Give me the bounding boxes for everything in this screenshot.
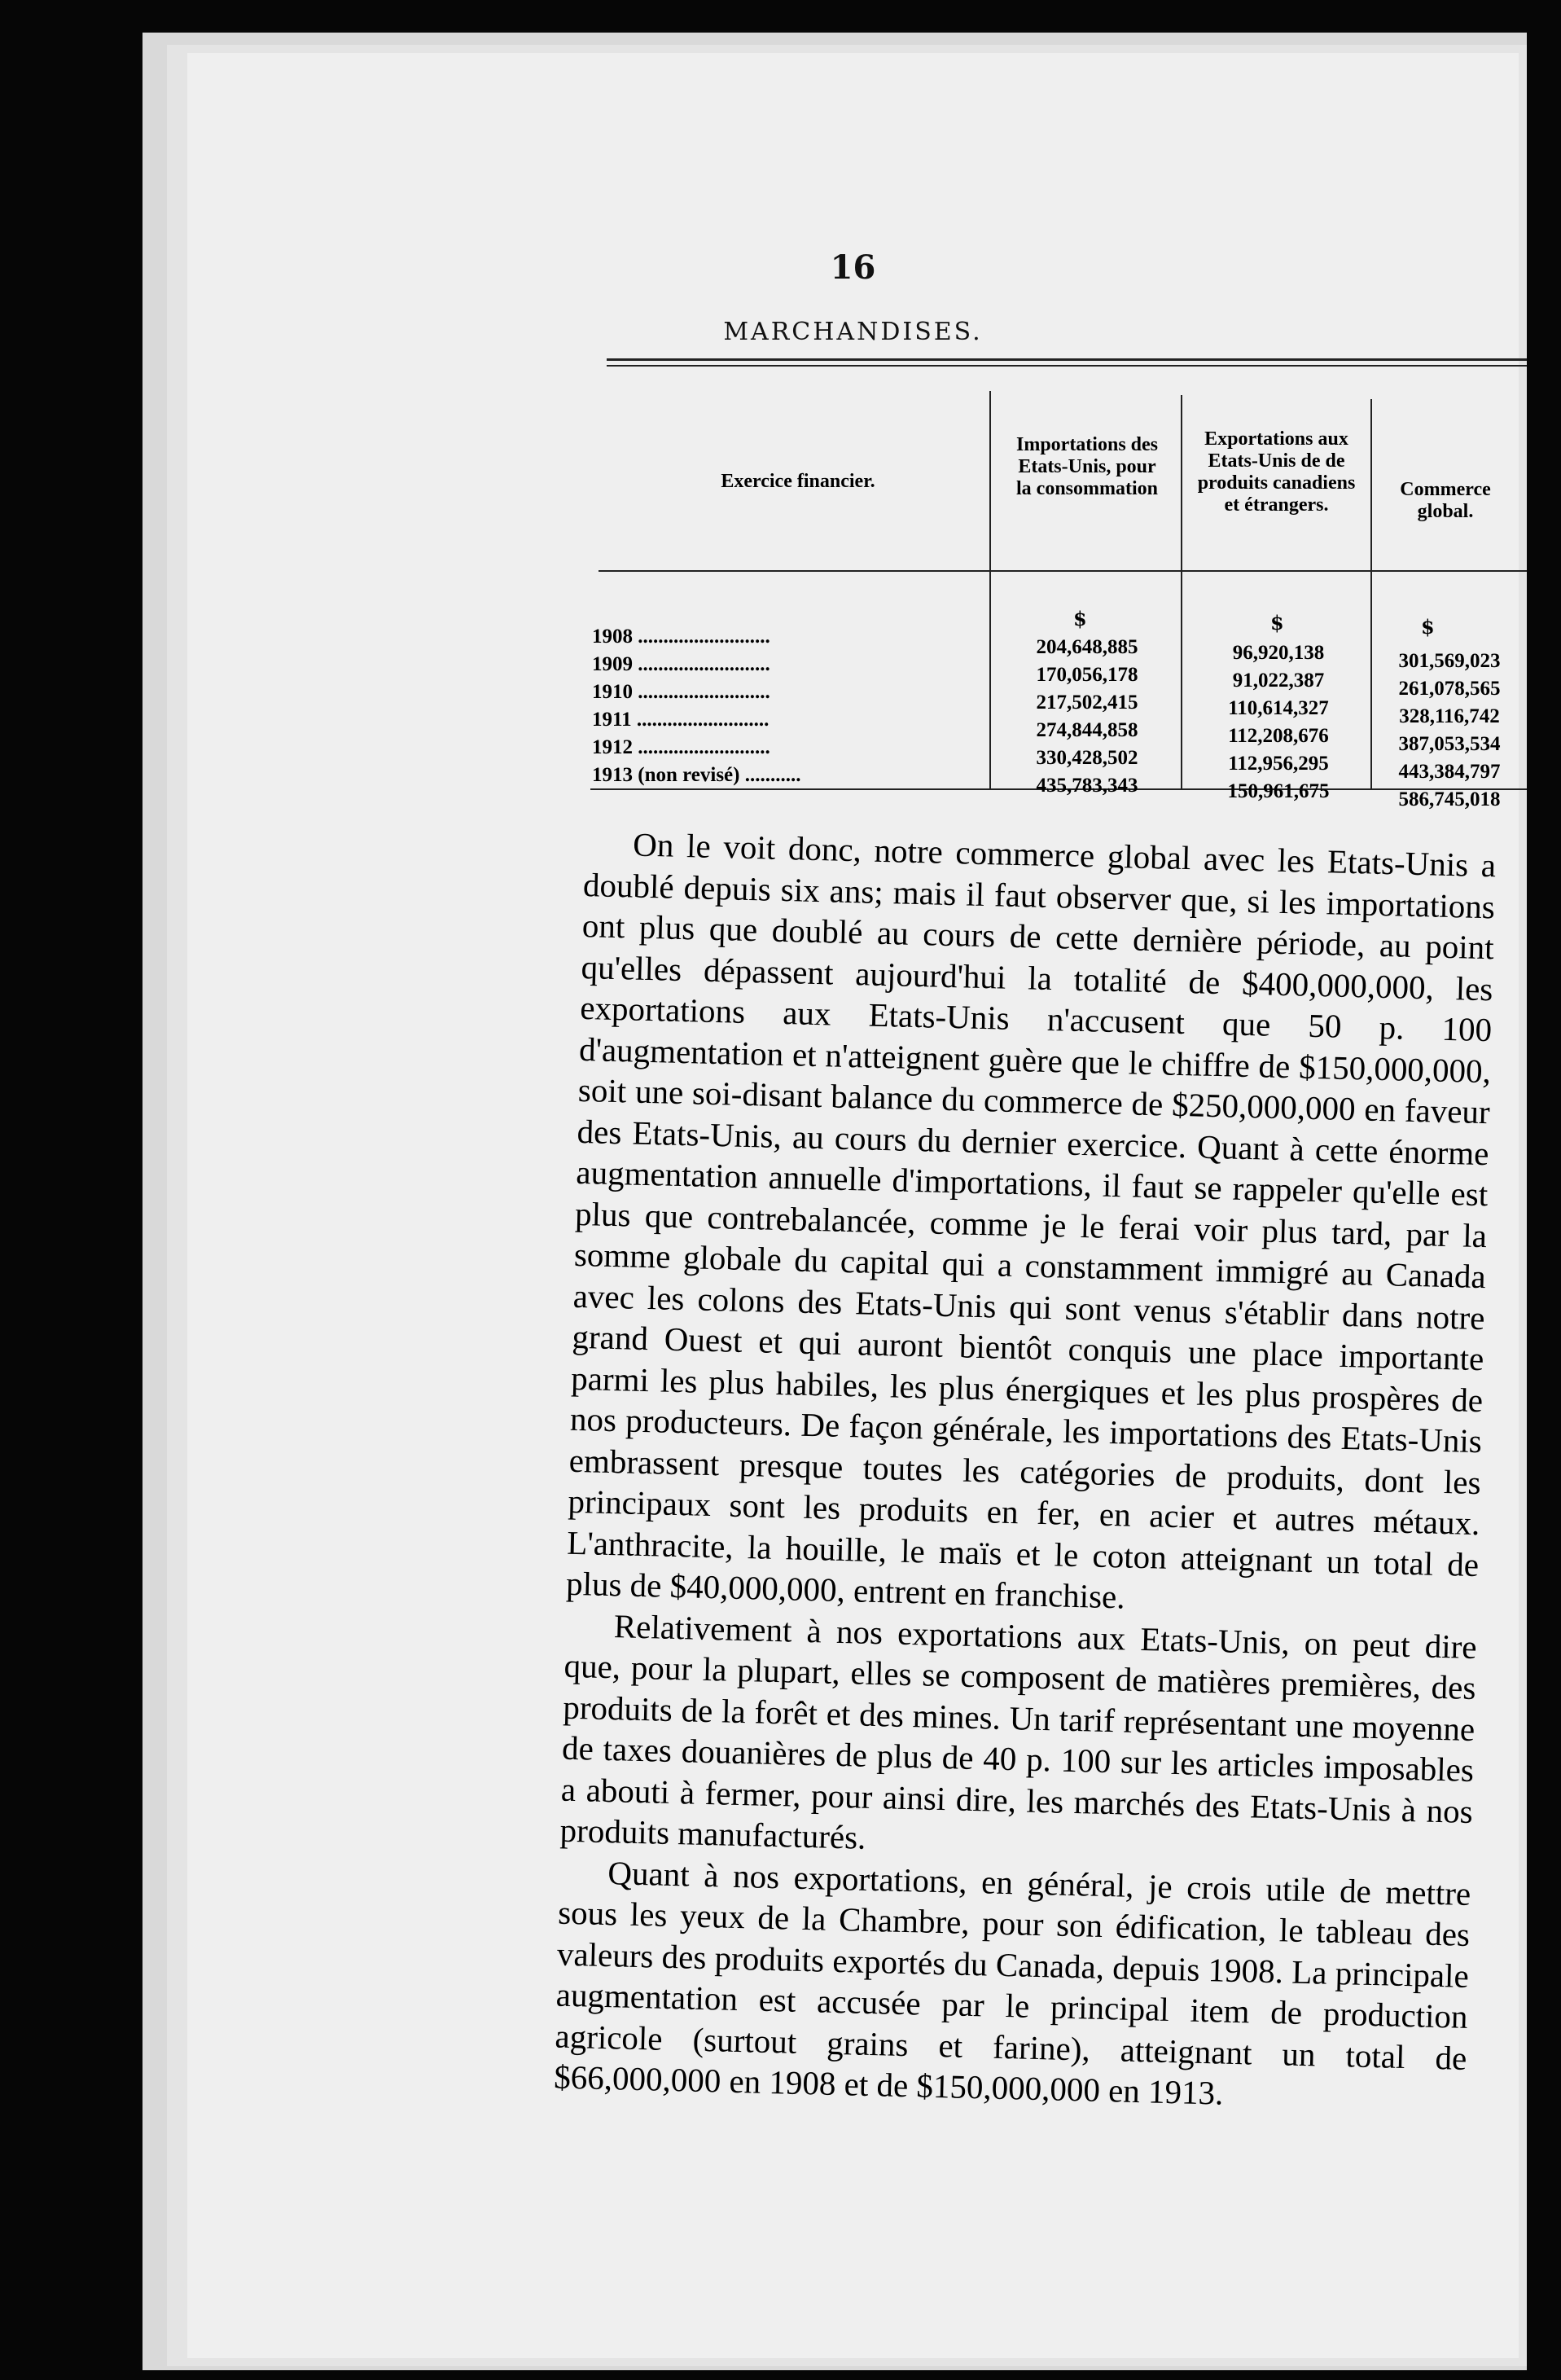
header-exercice: Exercice financier. (721, 471, 875, 492)
unit-importations: $ (1073, 607, 1087, 630)
year-cell: 1910 (592, 681, 633, 703)
year-cell: 1911 (592, 709, 632, 731)
unit-commerce: $ (1421, 615, 1435, 639)
importations-column (1010, 634, 1164, 800)
importations-cell: 217,502,415 (1036, 692, 1138, 714)
paragraph: Quant à nos exportations, en général, je crois utile de mettre sous les yeux de la Chambre, pour son édification, le tableau des valeurs des produits exportés du Canada, depuis 1908. La principale augmentation est accusée par le principal item de production agricole (surtout grains et farine), atteignant un total de $66,000,000 en 1908 et de $150,000,000 en 1913. (553, 1853, 1471, 2112)
exportations-cell: 91,022,387 (1232, 670, 1325, 692)
table-row: 1908 .......................... (592, 626, 770, 648)
table-row: 1912 .......................... (592, 736, 770, 758)
column-separator-3 (1370, 399, 1372, 790)
importations-cell: 435,783,343 (1036, 775, 1138, 797)
table-top-rule (607, 358, 1527, 361)
exportations-cell: 112,208,676 (1228, 725, 1329, 747)
table-top-rule-2 (607, 365, 1527, 367)
year-cell: 1909 (592, 653, 633, 675)
importations-cell: 274,844,858 (1036, 719, 1138, 741)
importations-cell: 330,428,502 (1036, 747, 1138, 769)
unit-exportations: $ (1270, 611, 1284, 635)
header-commerce: Commerce global. (1400, 479, 1491, 522)
exportations-cell: 112,956,295 (1228, 753, 1329, 775)
commerce-cell: 301,569,023 (1398, 650, 1501, 672)
year-cell: 1908 (592, 626, 633, 648)
paragraph: Relativement à nos exportations aux Etats-Unis, on peut dire que, pour la plupart, elles se composent de matières premières, des produits de la forêt et des mines. Un tarif représentant une moyenne de taxes douanières de plus de 40 p. 100 sur les articles imposables a abouti à fermer, pour ainsi dire, les marchés des Etats-Unis à nos produits manufacturés. (559, 1606, 1478, 1856)
commerce-cell: 387,053,534 (1398, 733, 1501, 755)
year-column (592, 623, 800, 789)
importations-cell: 204,648,885 (1036, 636, 1138, 658)
table-row: 1911 .......................... (592, 709, 770, 731)
exportations-cell: 96,920,138 (1232, 642, 1325, 664)
commerce-cell: 443,384,797 (1398, 761, 1501, 783)
column-separator-1 (989, 391, 991, 790)
table-row: 1910 .......................... (592, 681, 770, 703)
paragraph: On le voit donc, notre commerce global avec les Etats-Unis a doublé depuis six ans; mais il faut observer que, si les importations ont plus que doublé au cours de cette dernière période, au point qu'elles dépassent aujourd'hui la totalité de $400,000,000, les exportations aux Etats-Unis n'accusent que 50 p. 100 d'augmentation et n'atteignent guère que le chiffre de $150,000,000, soit une soi-disant balance du commerce de $250,000,000 en faveur des Etats-Unis, au cours du dernier exercice. Quant à cette énorme augmentation annuelle d'importations, il faut se rappeler qu'elle est plus que contrebalancée, comme je le ferai voir plus tard, par la somme globale du capital qui a constamment immigré au Canada avec les colons des Etats-Unis qui sont venus s'établir dans notre grand Ouest et qui auront bientôt conquis une place importante parmi les plus habiles, les plus énergiques et les plus prospères de nos producteurs. De façon générale, les importations des Etats-Unis embrassent presque toutes les catégories de produits, dont les principaux sont les produits en fer, en acier et autres métaux. L'anthracite, la houille, le maïs et le coton atteignant un total de plus de $40,000,000, entrent en franchise. (565, 825, 1497, 1616)
page-number: 16 (830, 248, 876, 287)
header-exportations: Exportations aux Etats-Unis de de produits canadiens et étrangers. (1197, 428, 1356, 516)
importations-cell: 170,056,178 (1036, 664, 1138, 686)
body-text (554, 823, 1497, 2119)
table-row: 1913 (non revisé) ........... (592, 764, 801, 786)
year-cell: 1913 (non revisé) (592, 764, 740, 786)
header-bottom-rule (599, 570, 1527, 572)
exportations-cell: 150,961,675 (1227, 780, 1330, 802)
year-cell: 1912 (592, 736, 633, 758)
exportations-cell: 110,614,327 (1228, 697, 1329, 719)
table-row: 1909 .......................... (592, 653, 770, 675)
commerce-cell: 328,116,742 (1399, 705, 1500, 727)
header-importations: Importations des Etats-Unis, pour la consommation (1015, 434, 1158, 499)
commerce-column (1384, 648, 1515, 814)
commerce-cell: 586,745,018 (1398, 788, 1501, 810)
section-title: MARCHANDISES. (723, 318, 983, 346)
exportations-column (1197, 639, 1360, 806)
commerce-cell: 261,078,565 (1398, 678, 1501, 700)
column-separator-2 (1181, 395, 1182, 790)
